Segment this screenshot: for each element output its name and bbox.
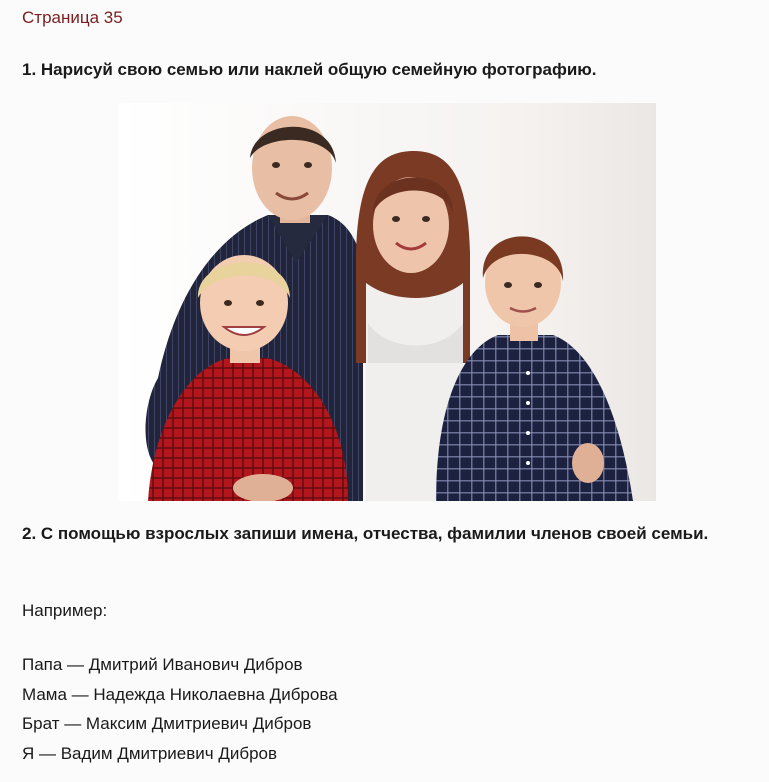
- example-label: Например:: [22, 601, 108, 620]
- task-2-instruction: 2. С помощью взрослых запиши имена, отчества, фамилии членов своей семьи.: [22, 524, 709, 543]
- page-number-heading: Страница 35: [22, 8, 123, 27]
- task-1-instruction: 1. Нарисуй свою семью или наклей общую семейную фотографию.: [22, 60, 597, 79]
- list-item: Я — Вадим Дмитриевич Дибров: [22, 743, 278, 763]
- family-members-list: [22, 650, 338, 768]
- list-item: Папа — Дмитрий Иванович Дибров: [22, 655, 303, 674]
- list-item: Брат — Максим Дмитриевич Дибров: [22, 714, 312, 733]
- list-item: Мама — Надежда Николаевна Диброва: [22, 684, 338, 704]
- family-photo: [118, 103, 656, 501]
